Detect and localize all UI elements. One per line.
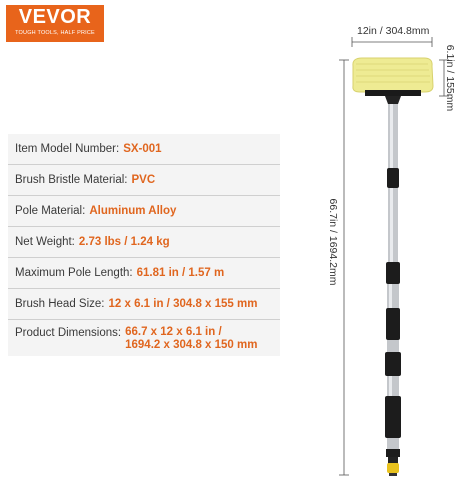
spec-value: Aluminum Alloy [89, 205, 177, 217]
spec-value: 12 x 6.1 in / 304.8 x 155 mm [108, 298, 258, 310]
brush-width-dimension-line [352, 37, 432, 47]
brand-name: VEVOR [18, 6, 92, 28]
spec-label: Net Weight: [15, 236, 75, 248]
spec-row-pole-material [8, 196, 280, 227]
spec-label: Brush Bristle Material: [15, 174, 128, 186]
spec-label: Brush Head Size: [15, 298, 105, 310]
spec-value-line2: 1694.2 x 304.8 x 150 mm [125, 339, 258, 351]
spec-value: 2.73 lbs / 1.24 kg [78, 236, 170, 248]
telescopic-pole [385, 104, 401, 476]
spec-value: PVC [131, 174, 156, 186]
spec-row-dimensions [8, 320, 280, 358]
spec-table [8, 134, 280, 356]
brush-width-label: 12in / 304.8mm [357, 25, 430, 37]
brush-head [353, 58, 433, 104]
spec-row-bristle [8, 165, 280, 196]
spec-value: 61.81 in / 1.57 m [136, 267, 225, 279]
spec-label: Product Dimensions: [15, 327, 122, 339]
spec-row-weight [8, 227, 280, 258]
spec-value: SX-001 [123, 143, 162, 155]
spec-row-model [8, 134, 280, 165]
spec-value [125, 326, 257, 352]
spec-row-brush-size [8, 289, 280, 320]
brand-tagline: TOUGH TOOLS, HALF PRICE [15, 30, 95, 36]
spec-label: Item Model Number: [15, 143, 120, 155]
spec-label: Maximum Pole Length: [15, 267, 133, 279]
brush-height-label: 6.1in / 155mm [444, 44, 456, 112]
total-height-dimension-line [339, 60, 349, 475]
total-height-label: 66.7in / 1694.2mm [327, 198, 339, 286]
spec-row-pole-length [8, 258, 280, 289]
spec-label: Pole Material: [15, 205, 86, 217]
spec-value-line1: 66.7 x 12 x 6.1 in / [125, 326, 222, 338]
